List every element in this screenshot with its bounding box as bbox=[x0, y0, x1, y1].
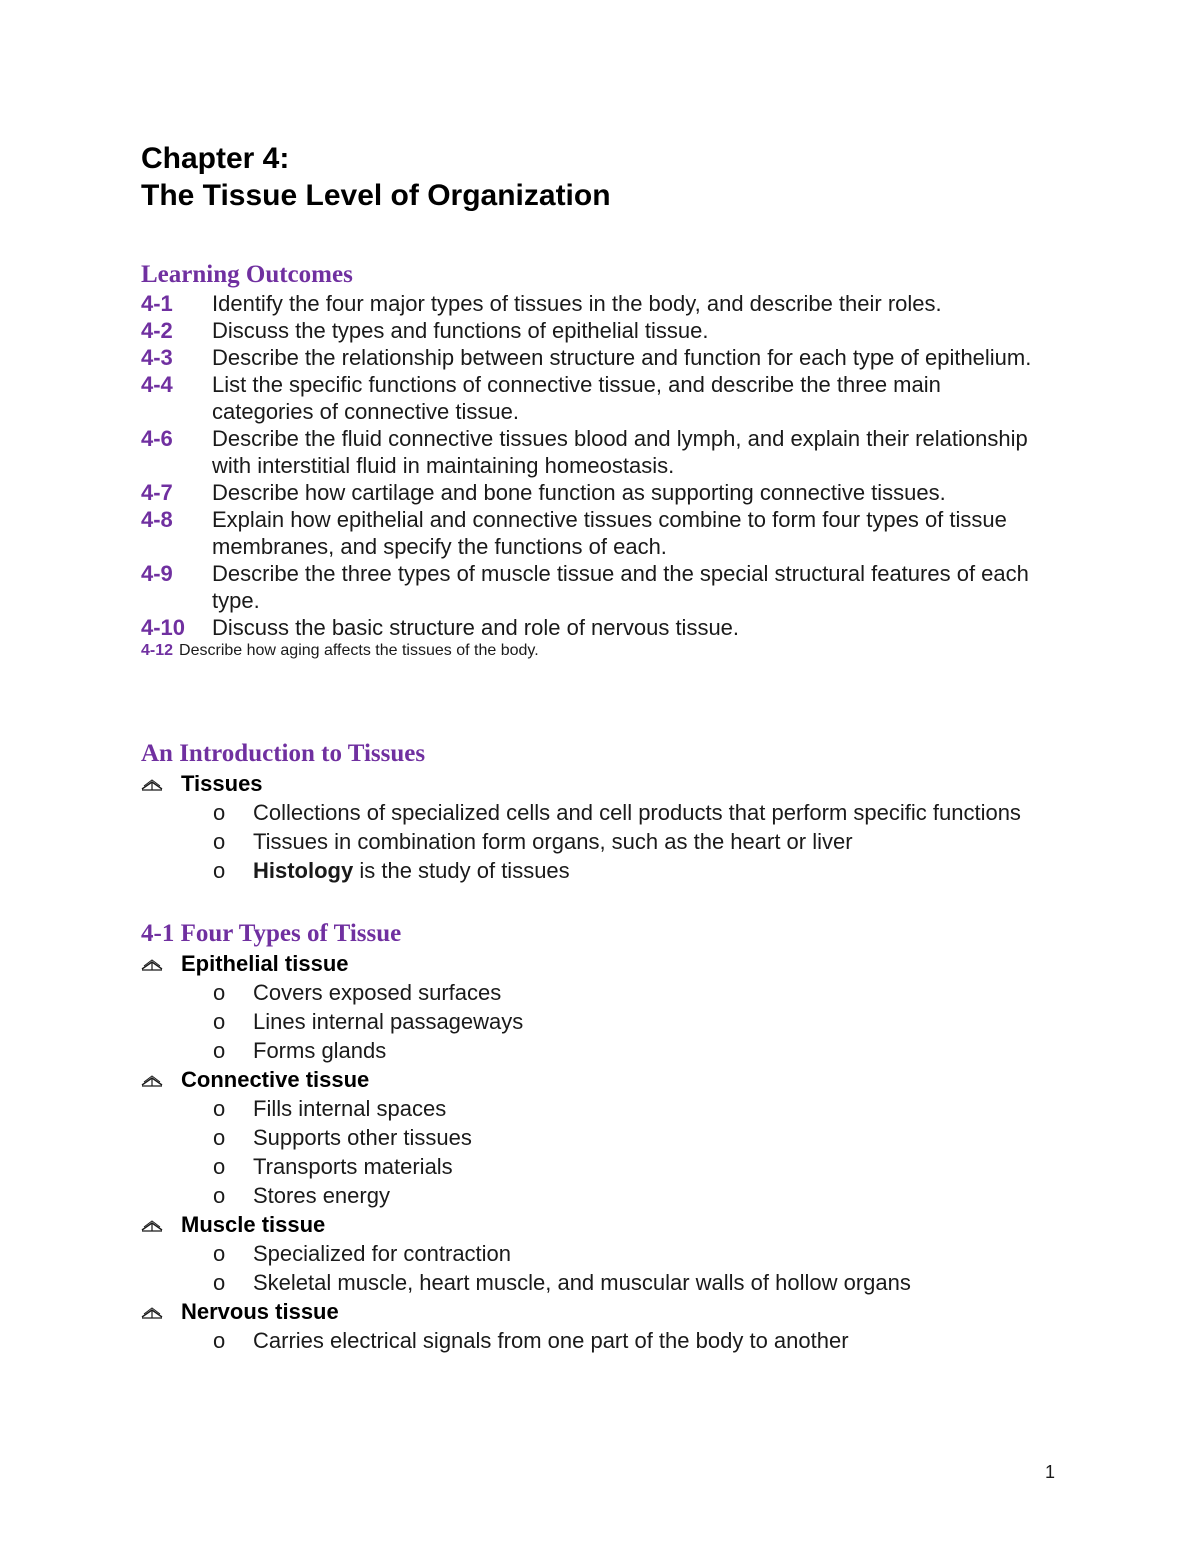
circle-bullet: o bbox=[213, 1183, 226, 1208]
circle-bullet: o bbox=[213, 829, 226, 854]
learning-outcomes-list bbox=[141, 290, 1041, 661]
book-bullet-icon bbox=[141, 773, 181, 795]
list-item bbox=[141, 1210, 1041, 1297]
outcome-text: Describe how aging affects the tissues of the body. bbox=[179, 642, 539, 659]
outcome-item bbox=[141, 290, 1041, 317]
tissue-types-list bbox=[141, 949, 1041, 1355]
page-number: 1 bbox=[1045, 1462, 1056, 1482]
outcome-code: 4-8 bbox=[141, 507, 173, 532]
list-item: o Fills internal spaces bbox=[213, 1096, 447, 1121]
book-bullet-icon bbox=[141, 953, 181, 975]
histology-term: Histology bbox=[253, 858, 354, 883]
book-bullet-icon bbox=[141, 1069, 181, 1091]
list-item bbox=[141, 1065, 1041, 1210]
outcome-code: 4-7 bbox=[141, 480, 173, 505]
list-item: o Collections of specialized cells and cell products that perform specific functions bbox=[213, 800, 1021, 825]
outcome-code: 4-9 bbox=[141, 561, 173, 586]
outcome-text: Describe the three types of muscle tissue and the special structural features of each type. bbox=[212, 561, 1029, 613]
tissue-type-label: Muscle tissue bbox=[181, 1212, 326, 1237]
outcome-text: Describe the relationship between structure and function for each type of epithelium. bbox=[212, 345, 1032, 370]
list-item: o Histology is the study of tissues bbox=[213, 858, 570, 883]
outcome-item bbox=[141, 479, 1041, 506]
sub-list bbox=[141, 798, 1041, 885]
four-types-heading: 4-1 Four Types of Tissue bbox=[141, 920, 402, 947]
list-item: o Transports materials bbox=[213, 1154, 453, 1179]
circle-bullet: o bbox=[213, 1328, 226, 1353]
sub-list bbox=[141, 978, 1041, 1065]
circle-bullet: o bbox=[213, 1270, 226, 1295]
outcome-item bbox=[141, 425, 1041, 479]
list-item: o Stores energy bbox=[213, 1183, 390, 1208]
intro-heading: An Introduction to Tissues bbox=[141, 740, 426, 767]
outcome-text: Describe how cartilage and bone function as supporting connective tissues. bbox=[212, 480, 946, 505]
outcome-item bbox=[141, 506, 1041, 560]
outcome-code: 4-12 bbox=[141, 642, 174, 659]
tissue-type-label: Nervous tissue bbox=[181, 1299, 339, 1324]
circle-bullet: o bbox=[213, 980, 226, 1005]
tissue-type-label: Epithelial tissue bbox=[181, 951, 349, 976]
list-item: o Carries electrical signals from one part of the body to another bbox=[213, 1328, 849, 1353]
chapter-number: Chapter 4: bbox=[141, 142, 290, 175]
outcome-text: Identify the four major types of tissues in the body, and describe their roles. bbox=[212, 291, 942, 316]
outcome-code: 4-2 bbox=[141, 318, 173, 343]
outcome-item bbox=[141, 344, 1041, 371]
outcome-text: Discuss the types and functions of epithelial tissue. bbox=[212, 318, 709, 343]
list-item: o Lines internal passageways bbox=[213, 1009, 524, 1034]
outcome-item bbox=[141, 371, 1041, 425]
list-item: o Skeletal muscle, heart muscle, and muscular walls of hollow organs bbox=[213, 1270, 911, 1295]
circle-bullet: o bbox=[213, 1096, 226, 1121]
outcome-code: 4-3 bbox=[141, 345, 173, 370]
circle-bullet: o bbox=[213, 1154, 226, 1179]
outcome-text: Discuss the basic structure and role of nervous tissue. bbox=[212, 615, 740, 640]
circle-bullet: o bbox=[213, 1241, 226, 1266]
document-page bbox=[141, 140, 1041, 1355]
intro-list bbox=[141, 769, 1041, 885]
outcome-item-small bbox=[141, 641, 1041, 661]
sub-list bbox=[141, 1239, 1041, 1297]
list-item: o Forms glands bbox=[213, 1038, 387, 1063]
learning-outcomes-heading: Learning Outcomes bbox=[141, 261, 353, 288]
list-item: o Specialized for contraction bbox=[213, 1241, 512, 1266]
outcome-item bbox=[141, 560, 1041, 614]
book-bullet-icon bbox=[141, 1214, 181, 1236]
circle-bullet: o bbox=[213, 800, 226, 825]
outcome-item bbox=[141, 614, 1041, 641]
outcome-code: 4-1 bbox=[141, 291, 173, 316]
circle-bullet: o bbox=[213, 858, 226, 883]
book-bullet-icon bbox=[141, 1301, 181, 1323]
sub-list bbox=[141, 1326, 1041, 1355]
circle-bullet: o bbox=[213, 1038, 226, 1063]
outcome-code: 4-6 bbox=[141, 426, 173, 451]
outcome-text: List the specific functions of connective tissue, and describe the three main categories of connective tissue. bbox=[212, 372, 941, 424]
list-item bbox=[141, 769, 1041, 885]
list-item bbox=[141, 949, 1041, 1065]
circle-bullet: o bbox=[213, 1125, 226, 1150]
tissue-type-label: Connective tissue bbox=[181, 1067, 370, 1092]
outcome-code: 4-4 bbox=[141, 372, 173, 397]
outcome-item bbox=[141, 317, 1041, 344]
list-item: o Tissues in combination form organs, such as the heart or liver bbox=[213, 829, 853, 854]
outcome-text: Explain how epithelial and connective tissues combine to form four types of tissue membranes, and specify the functions of each. bbox=[212, 507, 1007, 559]
topic-label: Tissues bbox=[181, 771, 263, 796]
sub-list bbox=[141, 1094, 1041, 1210]
outcome-text: Describe the fluid connective tissues blood and lymph, and explain their relationship with interstitial fluid in maintaining homeostasis. bbox=[212, 426, 1028, 478]
circle-bullet: o bbox=[213, 1009, 226, 1034]
list-item: o Covers exposed surfaces bbox=[213, 980, 502, 1005]
chapter-title: The Tissue Level of Organization bbox=[141, 179, 611, 212]
outcome-code: 4-10 bbox=[141, 615, 186, 640]
list-item bbox=[141, 1297, 1041, 1355]
list-item: o Supports other tissues bbox=[213, 1125, 472, 1150]
